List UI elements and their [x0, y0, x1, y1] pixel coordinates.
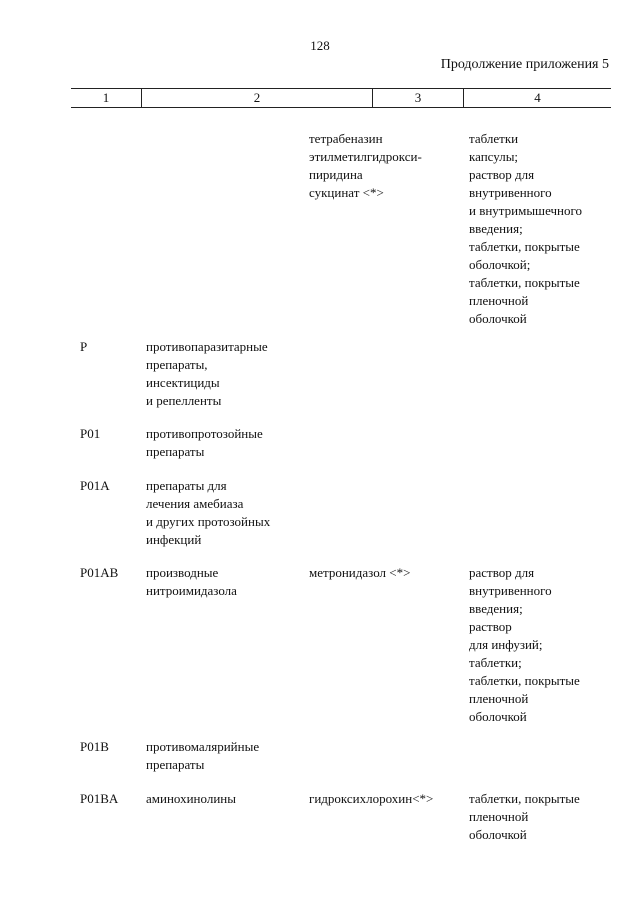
drug-name-cell — [309, 130, 422, 202]
dosage-form-line: внутривенного — [469, 185, 552, 200]
drug-name-line: тетрабеназин — [309, 131, 383, 146]
dosage-form-line: введения; — [469, 601, 523, 616]
dosage-forms-cell — [469, 790, 580, 844]
column-header-2: 2 — [253, 90, 261, 105]
drug-name-cell — [309, 564, 410, 582]
atc-code-cell: P01A — [80, 478, 110, 493]
dosage-form-line: таблетки, покрытые — [469, 673, 580, 688]
drug-name-cell — [309, 790, 433, 808]
group-name-cell — [146, 477, 270, 549]
dosage-forms-cell — [469, 130, 582, 328]
column-header-3: 3 — [414, 90, 422, 105]
drug-name-line: метронидазол <*> — [309, 565, 411, 580]
dosage-form-line: таблетки; — [469, 655, 522, 670]
group-name-line: и репелленты — [146, 393, 222, 408]
dosage-form-line: внутривенного — [469, 583, 552, 598]
atc-code-cell: P01B — [80, 739, 109, 754]
group-name-line: аминохинолины — [146, 791, 236, 806]
group-name-line: препараты — [146, 444, 205, 459]
group-name-line: противопаразитарные — [146, 339, 268, 354]
group-name-line: производные — [146, 565, 219, 580]
group-name-line: и других протозойных — [146, 514, 271, 529]
dosage-form-line: пленочной — [469, 691, 529, 706]
dosage-form-line: оболочкой — [469, 827, 527, 842]
column-header-1: 1 — [102, 90, 110, 105]
column-header-4: 4 — [534, 90, 541, 105]
dosage-form-line: оболочкой — [469, 311, 527, 326]
page-number: 128 — [310, 38, 330, 53]
dosage-form-line: пленочной — [469, 293, 529, 308]
group-name-cell — [146, 338, 268, 410]
group-name-line: противомалярийные — [146, 739, 260, 754]
dosage-form-line: и внутримышечного — [469, 203, 583, 218]
group-name-cell — [146, 790, 236, 808]
group-name-line: нитроимидазола — [146, 583, 237, 598]
drug-name-line: сукцинат <*> — [309, 185, 384, 200]
dosage-form-line: капсулы; — [469, 149, 519, 164]
dosage-form-line: оболочкой; — [469, 257, 531, 272]
drug-name-line: пиридина — [309, 167, 363, 182]
dosage-form-line: раствор для — [469, 565, 535, 580]
dosage-form-line: раствор для — [469, 167, 535, 182]
group-name-line: препараты, — [146, 357, 208, 372]
atc-code-cell: P — [80, 339, 88, 354]
dosage-form-line: оболочкой — [469, 709, 527, 724]
group-name-cell — [146, 425, 263, 461]
group-name-line: препараты — [146, 757, 205, 772]
drug-name-line: гидроксихлорохин<*> — [309, 791, 434, 806]
group-name-line: инфекций — [146, 532, 202, 547]
group-name-line: лечения амебиаза — [146, 496, 244, 511]
dosage-form-line: раствор — [469, 619, 512, 634]
group-name-line: противопротозойные — [146, 426, 263, 441]
drug-name-line: этилметилгидрокси- — [309, 149, 422, 164]
atc-code-cell: P01BA — [80, 791, 119, 806]
dosage-forms-cell — [469, 564, 580, 726]
dosage-form-line: таблетки, покрытые — [469, 239, 580, 254]
dosage-form-line: таблетки — [469, 131, 519, 146]
group-name-cell — [146, 738, 259, 774]
dosage-form-line: таблетки, покрытые — [469, 275, 580, 290]
group-name-line: инсектициды — [146, 375, 220, 390]
atc-code-cell: P01AB — [80, 565, 119, 580]
dosage-form-line: введения; — [469, 221, 523, 236]
table-header-row — [71, 88, 611, 108]
dosage-form-line: пленочной — [469, 809, 529, 824]
group-name-cell — [146, 564, 237, 600]
dosage-form-line: таблетки, покрытые — [469, 791, 580, 806]
atc-code-cell: P01 — [80, 426, 101, 441]
dosage-form-line: для инфузий; — [469, 637, 543, 652]
continuation-title: Продолжение приложения 5 — [440, 57, 609, 72]
group-name-line: препараты для — [146, 478, 227, 493]
